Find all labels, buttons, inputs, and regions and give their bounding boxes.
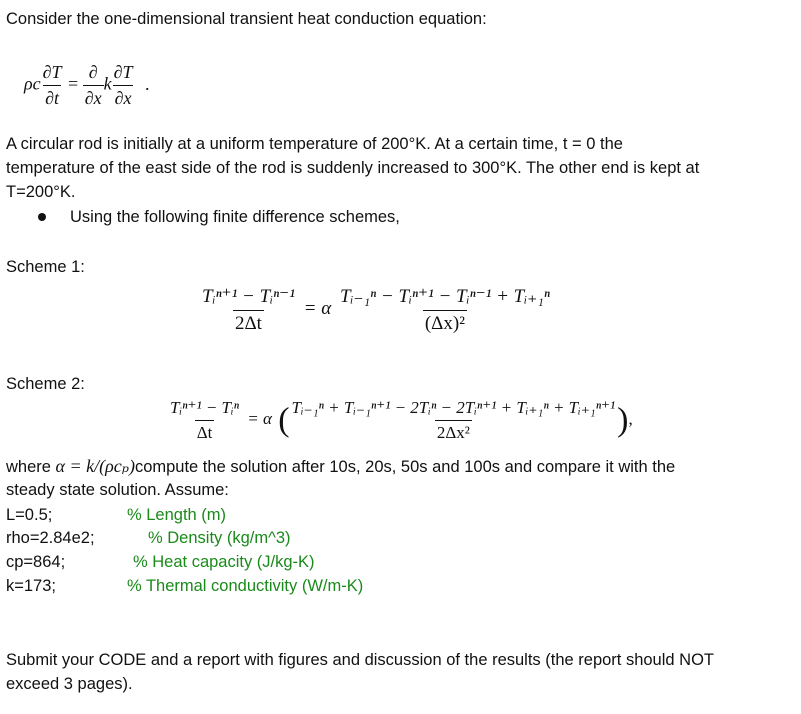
alpha-definition: α = k/(ρcₚ) <box>55 456 135 476</box>
param-comment-k: % Thermal conductivity (W/m-K) <box>127 577 364 595</box>
fraction-denominator: (Δx)² <box>423 310 467 335</box>
param-code-k: k=173; <box>6 577 56 595</box>
period: . <box>145 73 150 94</box>
param-comment-rho: % Density (kg/m^3) <box>148 529 291 547</box>
equals-sign: = <box>68 73 79 94</box>
param-comment-L: % Length (m) <box>127 506 227 524</box>
scheme2-lhs-fraction <box>168 398 241 443</box>
heat-equation <box>24 62 150 109</box>
scheme2-rhs-fraction <box>290 398 618 443</box>
rho-c: ρc <box>24 73 41 94</box>
fraction-numerator: ∂T <box>42 62 62 82</box>
fraction-numerator: Tᵢ₋₁ⁿ − Tᵢⁿ⁺¹ − Tᵢⁿ⁻¹ + Tᵢ₊₁ⁿ <box>339 286 550 307</box>
problem-line-3: T=200°K. <box>6 183 76 201</box>
submit-line-2: exceed 3 pages). <box>6 675 133 693</box>
fraction-numerator: Tᵢⁿ⁺¹ − Tᵢⁿ <box>170 398 240 417</box>
fraction-denominator: 2Δt <box>233 310 264 335</box>
dT-dt-fraction <box>41 62 64 109</box>
fraction-numerator: Tᵢ₋₁ⁿ + Tᵢ₋₁ⁿ⁺¹ − 2Tᵢⁿ − 2Tᵢⁿ⁺¹ + Tᵢ₊₁ⁿ + Tᵢ₊₁ⁿ⁺¹ <box>291 398 616 417</box>
d-dx-operator <box>83 62 104 109</box>
fraction-numerator: Tᵢⁿ⁺¹ − Tᵢⁿ⁻¹ <box>202 286 295 307</box>
fraction-numerator: ∂T <box>113 62 133 82</box>
scheme1-lhs-fraction <box>200 285 297 335</box>
steady-line: steady state solution. Assume: <box>6 481 229 499</box>
param-code-L: L=0.5; <box>6 506 53 524</box>
comma: , <box>628 409 633 429</box>
fraction-denominator: ∂x <box>113 85 134 109</box>
problem-line-2: temperature of the east side of the rod is suddenly increased to 300°K. The other end is kept at <box>6 159 700 177</box>
right-paren: ) <box>617 401 629 439</box>
where-line <box>6 455 675 478</box>
dT-dx-fraction <box>112 62 135 109</box>
scheme1-label: Scheme 1: <box>6 258 85 276</box>
submit-line-1: Submit your CODE and a report with figures and discussion of the results (the report should NOT <box>6 651 714 669</box>
scheme2-label: Scheme 2: <box>6 375 85 393</box>
scheme1-rhs-fraction <box>338 285 552 335</box>
where-prefix: where <box>6 458 56 476</box>
scheme2-equation <box>168 398 633 443</box>
scheme1-equation <box>200 285 552 335</box>
where-rest: compute the solution after 10s, 20s, 50s and 100s and compare it with the <box>134 458 676 476</box>
fraction-denominator: 2Δx² <box>435 420 472 443</box>
param-comment-cp: % Heat capacity (J/kg-K) <box>133 553 315 571</box>
bullet-icon <box>38 213 46 221</box>
intro-text: Consider the one-dimensional transient heat conduction equation: <box>6 10 487 28</box>
fraction-denominator: ∂t <box>43 85 61 109</box>
problem-line-1: A circular rod is initially at a uniform temperature of 200°K. At a certain time, t = 0 the <box>6 135 623 153</box>
conductivity-k: k <box>103 73 112 94</box>
equals-alpha: = α <box>247 409 272 429</box>
fraction-denominator: ∂x <box>83 85 104 109</box>
fraction-denominator: Δt <box>195 420 215 443</box>
equals-alpha: = α <box>303 298 332 320</box>
fraction-numerator: ∂ <box>88 62 98 82</box>
left-paren: ( <box>278 401 290 439</box>
param-code-cp: cp=864; <box>6 553 66 571</box>
param-code-rho: rho=2.84e2; <box>6 529 95 547</box>
bullet-text: Using the following finite difference schemes, <box>70 208 400 226</box>
